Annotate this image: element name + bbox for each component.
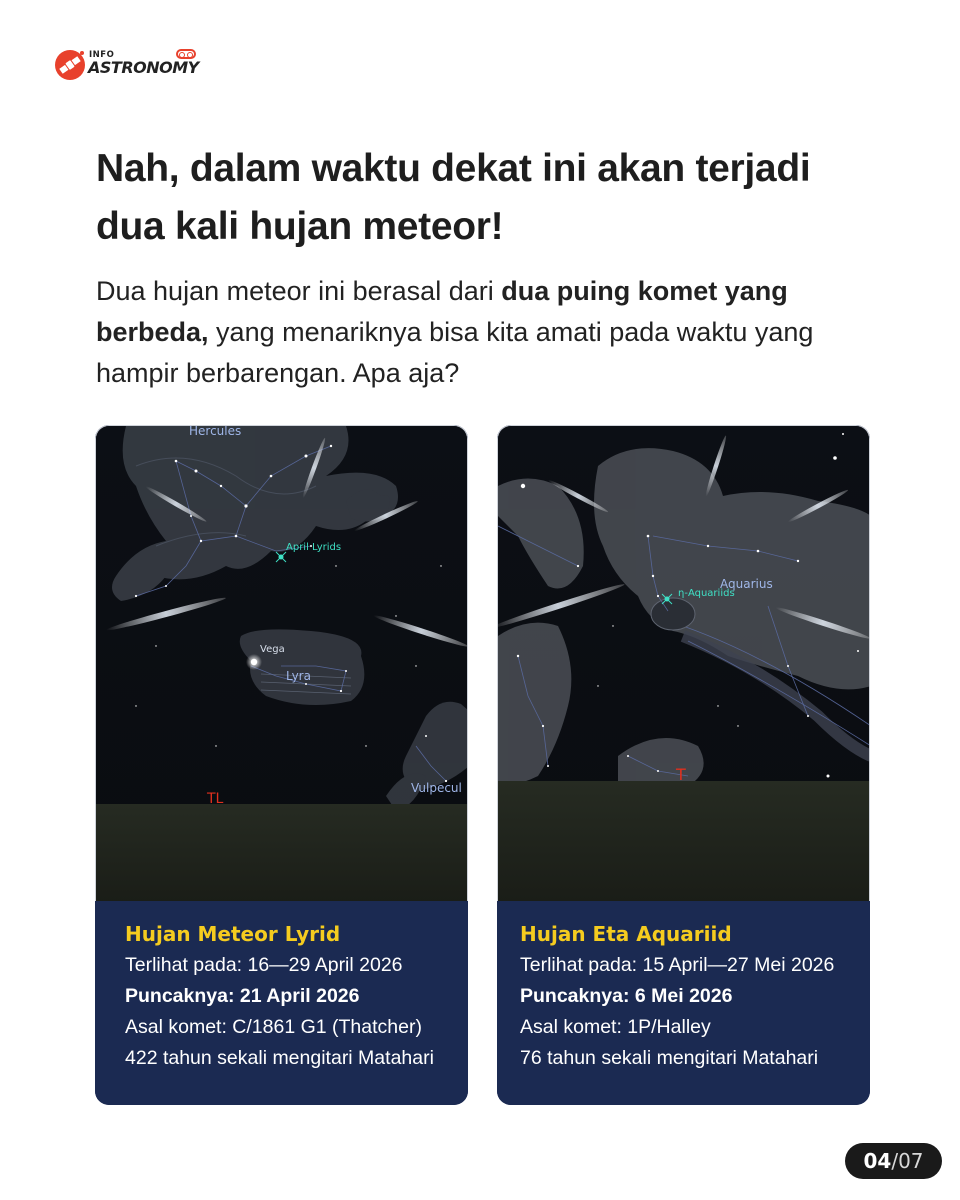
page-current: 04 xyxy=(863,1149,892,1173)
heading-normal-text: Nah, dalam waktu dekat ini akan xyxy=(96,147,696,190)
page-total: /07 xyxy=(891,1149,924,1173)
brand-badge-icon xyxy=(176,49,196,59)
eta-aquariid-visible-dates: Terlihat pada: 15 April—27 Mei 2026 xyxy=(520,954,835,976)
page-heading xyxy=(96,140,876,256)
lyrid-peak-date: Puncaknya: 21 April 2026 xyxy=(125,985,360,1007)
satellite-icon xyxy=(54,47,88,81)
lyrid-card xyxy=(95,425,468,1105)
brand-logo xyxy=(54,47,204,83)
lyrid-visible-dates: Terlihat pada: 16—29 April 2026 xyxy=(125,954,403,976)
vega-label: Vega xyxy=(260,644,285,655)
page-indicator xyxy=(845,1143,942,1179)
aquarius-label: Aquarius xyxy=(720,577,773,591)
april-lyrids-label: April Lyrids xyxy=(286,542,342,553)
eta-aquariid-peak-date: Puncaknya: 6 Mei 2026 xyxy=(520,985,733,1007)
hercules-label: Hercules xyxy=(189,426,242,438)
brand-small-text: INFO xyxy=(89,50,115,60)
vulpecula-label: Vulpecul xyxy=(411,781,462,795)
lyrid-orbit-period: 422 tahun sekali mengitari Matahari xyxy=(125,1047,434,1069)
lyrid-comet-origin: Asal komet: C/1861 G1 (Thatcher) xyxy=(125,1016,422,1038)
brand-name: ASTRONOMY xyxy=(88,58,199,77)
heading-bold-text: terjadi dua kali hujan meteor! xyxy=(96,147,811,248)
intro-paragraph xyxy=(96,271,876,394)
lyrid-title: Hujan Meteor Lyrid xyxy=(125,922,341,946)
eta-aquariid-title: Hujan Eta Aquariid xyxy=(520,922,732,946)
direction-label: TL xyxy=(207,791,224,807)
eta-aquariid-card xyxy=(497,425,870,1105)
eta-aquariid-sky-map xyxy=(497,425,870,901)
intro-bold-text: dua puing komet yang berbeda, xyxy=(96,276,788,347)
lyrid-info-panel xyxy=(95,901,468,1105)
eta-aquariid-orbit-period: 76 tahun sekali mengitari Matahari xyxy=(520,1047,819,1069)
intro-text-2: yang menariknya bisa kita amati pada waktu yang hampir berbarengan. Apa aja? xyxy=(96,317,814,388)
lyra-label: Lyra xyxy=(286,669,311,683)
eta-aquariid-comet-origin: Asal komet: 1P/Halley xyxy=(520,1016,711,1038)
eta-aquariids-label: η-Aquariids xyxy=(678,588,735,599)
direction-label: T xyxy=(676,765,686,784)
lyrid-sky-map xyxy=(95,425,468,901)
eta-aquariid-info-panel xyxy=(497,901,870,1105)
intro-text-1: Dua hujan meteor ini berasal dari xyxy=(96,276,502,306)
